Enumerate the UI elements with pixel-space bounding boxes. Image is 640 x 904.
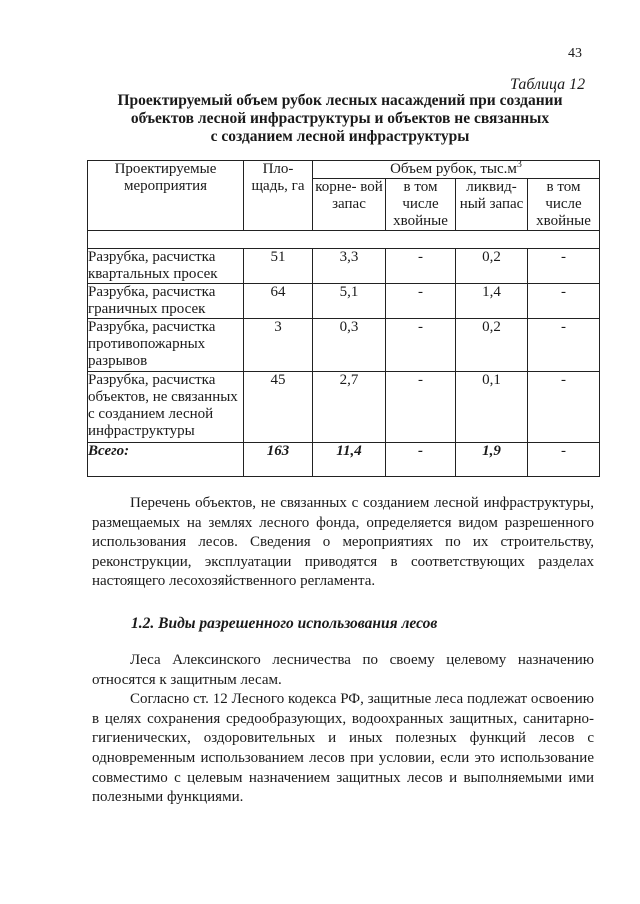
table-row <box>88 284 600 319</box>
paragraph-forest-code: Согласно ст. 12 Лесного кодекса РФ, защитные леса подлежат освоению в целях сохранения средообразующих, водоохранных защитных, санитарно-гигиенических, оздоровительных и иных полезных функций лесов с одновременным использованием лесов при условии, если это использование совместимо с целевым назначением защитных лесов и выполняемыми ими полезными функциями. <box>92 691 594 806</box>
page-number: 43 <box>568 46 582 61</box>
row-conifer-1: - <box>386 319 456 372</box>
header-incl-conifer-1: в том числе хвойные <box>386 179 456 231</box>
row-root-stock: 3,3 <box>313 249 386 284</box>
table-title-line: объектов лесной инфраструктуры и объектов не связанных <box>130 110 550 127</box>
row-conifer-1: - <box>386 372 456 443</box>
row-liquid-stock: 0,1 <box>456 372 528 443</box>
row-conifer-2: - <box>528 284 600 319</box>
table-title-line: Проектируемый объем рубок лесных насаждений при создании <box>117 92 563 109</box>
total-liquid-stock: 1,9 <box>456 443 528 477</box>
row-area: 45 <box>244 372 313 443</box>
total-root-stock: 11,4 <box>313 443 386 477</box>
table-row <box>88 249 600 284</box>
row-conifer-1: - <box>386 249 456 284</box>
paragraph-infrastructure: Перечень объектов, не связанных с созданием лесной инфраструктуры, размещаемых на землях лесного фонда, определяется видом разрешенного использования лесов. Сведения о мероприятиях по их строительству, реконструкции, эксплуатации приводятся в соответствующих разделах настоящего лесохозяйственного регламента. <box>92 495 594 590</box>
paragraphs-forest-use <box>92 651 594 808</box>
row-conifer-2: - <box>528 249 600 284</box>
total-label: Всего: <box>88 443 244 477</box>
header-root-stock: корне- вой запас <box>313 179 386 231</box>
table-title-line: с созданием лесной инфраструктуры <box>210 128 470 145</box>
total-conifer-2: - <box>528 443 600 477</box>
table-row <box>88 319 600 372</box>
total-area: 163 <box>244 443 313 477</box>
header-liquid-stock: ликвид- ный запас <box>456 179 528 231</box>
header-incl-conifer-2: в том числе хвойные <box>528 179 600 231</box>
table-row <box>88 372 600 443</box>
section-heading: 1.2. Виды разрешенного использования лесов <box>131 615 438 632</box>
total-conifer-1: - <box>386 443 456 477</box>
table-label: Таблица 12 <box>510 76 586 93</box>
table-title <box>90 92 590 146</box>
row-liquid-stock: 0,2 <box>456 319 528 372</box>
header-measures: Проектируемые мероприятия <box>88 161 244 231</box>
row-measure: Разрубка, расчистка объектов, не связанных с созданием лесной инфраструктуры <box>88 372 244 443</box>
row-measure: Разрубка, расчистка противопожарных разрывов <box>88 319 244 372</box>
row-root-stock: 0,3 <box>313 319 386 372</box>
row-conifer-2: - <box>528 319 600 372</box>
header-volume-text: Объем рубок, тыс.м <box>390 161 517 177</box>
logging-volume-table <box>87 160 600 477</box>
header-area: Пло- щадь, га <box>244 161 313 231</box>
row-measure: Разрубка, расчистка граничных просек <box>88 284 244 319</box>
row-conifer-2: - <box>528 372 600 443</box>
row-root-stock: 5,1 <box>313 284 386 319</box>
header-volume-sup: 3 <box>516 159 522 170</box>
paragraph-protective-forests: Леса Алексинского лесничества по своему целевому назначению относятся к защитным лесам. <box>92 652 594 688</box>
row-conifer-1: - <box>386 284 456 319</box>
header-volume <box>313 161 600 179</box>
row-measure: Разрубка, расчистка квартальных просек <box>88 249 244 284</box>
total-row <box>88 443 600 477</box>
spacer-row <box>88 231 600 249</box>
row-root-stock: 2,7 <box>313 372 386 443</box>
row-area: 3 <box>244 319 313 372</box>
row-liquid-stock: 0,2 <box>456 249 528 284</box>
row-area: 64 <box>244 284 313 319</box>
row-area: 51 <box>244 249 313 284</box>
row-liquid-stock: 1,4 <box>456 284 528 319</box>
